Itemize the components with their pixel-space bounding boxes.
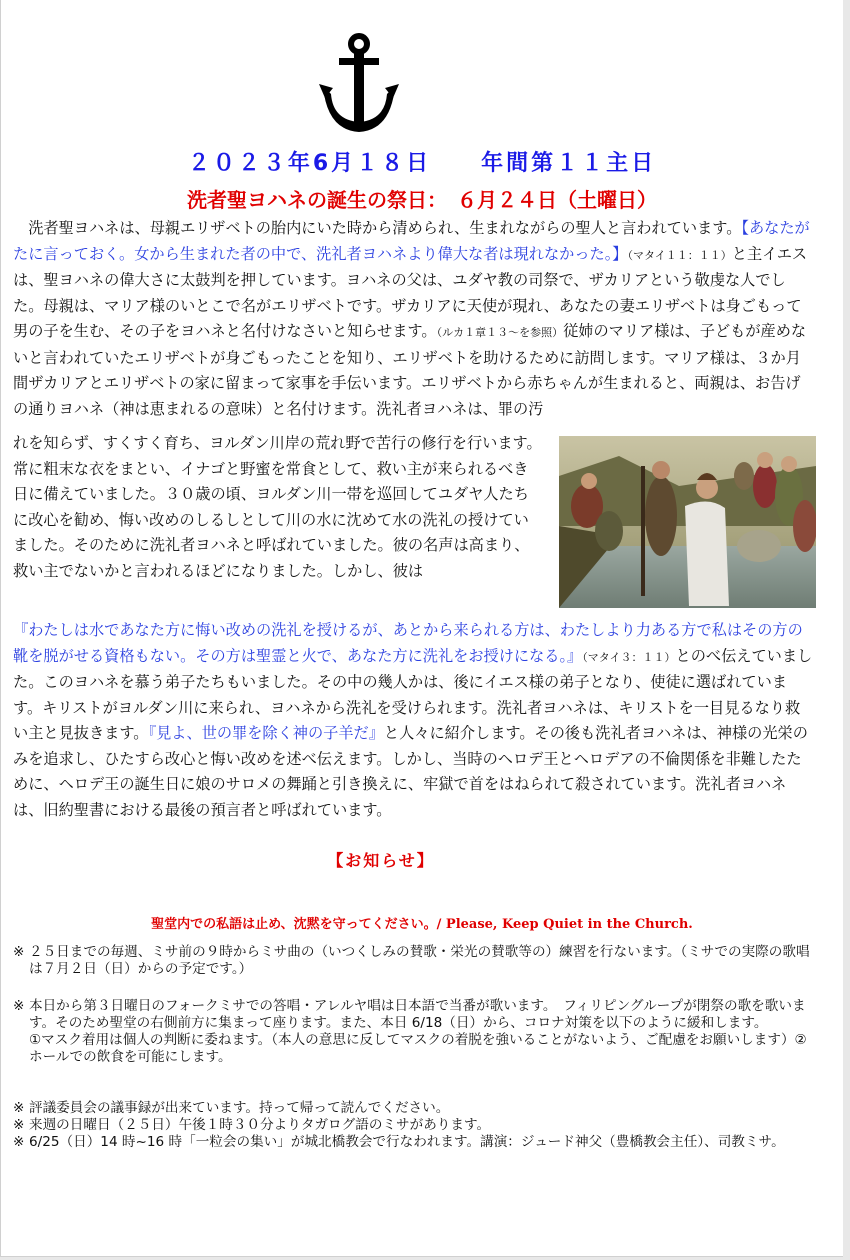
date-heading: ２０２３年6月１８日 年間第１１主日: [187, 151, 657, 176]
notice-item: [13, 998, 813, 1066]
scripture-reference: （マタイ１１：１１）: [627, 248, 732, 262]
notice-text-line: 本日から第３日曜日のフォークミサでの答唱・アレルヤ唱は日本語で当番が歌います。 フィリピングループが閉祭の歌を歌います。そのため聖堂の右側前方に集まって座ります。また、本日 6/18（日）から、コロナ対策を以下のように緩和します。: [29, 998, 806, 1031]
scripture-quote: 『わたしは水であなた方に悔い改めの洗礼を授けるが、あとから来られる方は、わたしより力ある方で私はその方の靴を脱がせる資格もない。その方は聖霊と火で、あなた方に洗礼をお授けになる。』: [13, 621, 803, 665]
notice-text: ２５日までの毎週、ミサ前の９時からミサ曲の（いつくしみの賛歌・栄光の賛歌等の）練習を行ないます。（ミサでの実際の歌唱は７月２日（日）からの予定です。）: [29, 944, 810, 977]
notices-title: 【お知らせ】: [327, 851, 435, 870]
feast-heading: 洗者聖ヨハネの誕生の祭日： ６月２４日（土曜日）: [187, 188, 657, 212]
quiet-notice: 聖堂内での私語は止め、沈黙を守ってください。/ Please, Keep Quiet in the Church.: [151, 917, 693, 932]
article-text: 従姉のマリア様は、子どもが産めないと言われていたエリザベトが身ごもったことを知り、エリザベトを助けるために訪問します。マリア様は、３か月間ザカリアとエリザベトの家に留まって家事を手伝います。エリザベトから赤ちゃんが生まれると、両親は、お告げの通りヨハネ（神は恵まれるの意味）と名付けます。洗礼者ヨハネは、罪の汚: [13, 322, 807, 418]
scripture-reference: （ルカ１章１３～を参照）: [436, 326, 564, 339]
article-text: とのべ伝えていました。このヨハネを慕う弟子たちもいました。その中の幾人かは、後にイエス様の弟子となり、使徒に選ばれています。キリストがヨルダン川に来られ、ヨハネから洗礼を受けられます。洗礼者ヨハネは、キリストを一目見るなり救い主と見抜きます。: [13, 646, 813, 742]
article-text: れを知らず、すくすく育ち、ヨルダン川岸の荒れ野で苦行の修行を行います。常に粗末な衣をまとい、イナゴと野蜜を常食として、救い主が来られるべき日に備えていました。３０歳の頃、ヨルダン川一帯を巡回してユダヤ人たちに改心を勧め、悔い改めのしるしとして川の水に沈めて水の洗礼の授けていました。そのために洗礼者ヨハネと呼ばれていました。彼の名声は高まり、救い主でないかと言われるほどになりました。しかし、彼は: [13, 434, 542, 580]
notice-text: [29, 998, 813, 1066]
reference-mark: ※: [13, 1134, 25, 1150]
notice-list: [13, 1100, 813, 1151]
anchor-icon: [319, 32, 399, 138]
scripture-quote: 【あなたがたに言っておく。女から生まれた者の中で、洗礼者ヨハネより偉大な者は現れなかった。】: [13, 219, 810, 263]
reference-mark: ※: [13, 1100, 25, 1116]
reference-mark: ※: [13, 998, 25, 1014]
article-paragraph-3: [13, 618, 813, 823]
article-paragraph-2: [13, 431, 543, 584]
reference-mark: ※: [13, 1117, 25, 1133]
scripture-reference: （マタイ３：１１）: [582, 650, 676, 664]
baptism-painting: [559, 436, 816, 608]
notice-text: 来週の日曜日（２５日）午後１時３０分よりタガログ語のミサがあります。: [29, 1117, 491, 1133]
notice-item: [13, 944, 813, 978]
article-text: 洗者聖ヨハネは、母親エリザベトの胎内にいた時から清められ、生まれながらの聖人と言われています。: [28, 219, 742, 237]
article-paragraph-1: [13, 216, 813, 422]
article-text: と人々に紹介します。その後も洗礼者ヨハネは、神様の光栄のみを追求し、ひたすら改心と悔い改めを述べ伝えます。しかし、当時のヘロデ王とヘロデアの不倫関係を非難したために、ヘロデ王の誕生日に娘のサロメの舞踊と引き換えに、牢獄で首をはねられて殺されています。洗礼者ヨハネは、旧約聖書における最後の預言者と呼ばれています。: [13, 724, 808, 819]
notice-text: 評議委員会の議事録が出来ています。持って帰って読んでください。: [29, 1100, 450, 1116]
article-text: と主イエスは、聖ヨハネの偉大さに太鼓判を押しています。ヨハネの父は、ユダヤ教の司祭で、ザカリアという敬虔な人でした。母親は、マリア様のいとこで名がエリザベトです。ザカリアに天使が現れ、あなたの妻エリザベトは身ごもって男の子を生む、その子をヨハネと名付けなさいと知らせます。: [13, 244, 808, 340]
reference-mark: ※: [13, 944, 25, 960]
notice-text-line: ①マスク着用は個人の判断に委ねます。（本人の意思に反してマスクの着脱を強いることがないよう、ご配慮をお願いします）②ホールでの飲食を可能にします。: [29, 1032, 807, 1065]
scripture-quote: 『見よ、世の罪を除く神の子羊だ』: [148, 724, 384, 742]
notice-text: 6/25（日）14 時~16 時「一粒会の集い」が城北橋教会で行なわれます。講演：ジュード神父（豊橋教会主任）、司教ミサ。: [29, 1134, 785, 1150]
